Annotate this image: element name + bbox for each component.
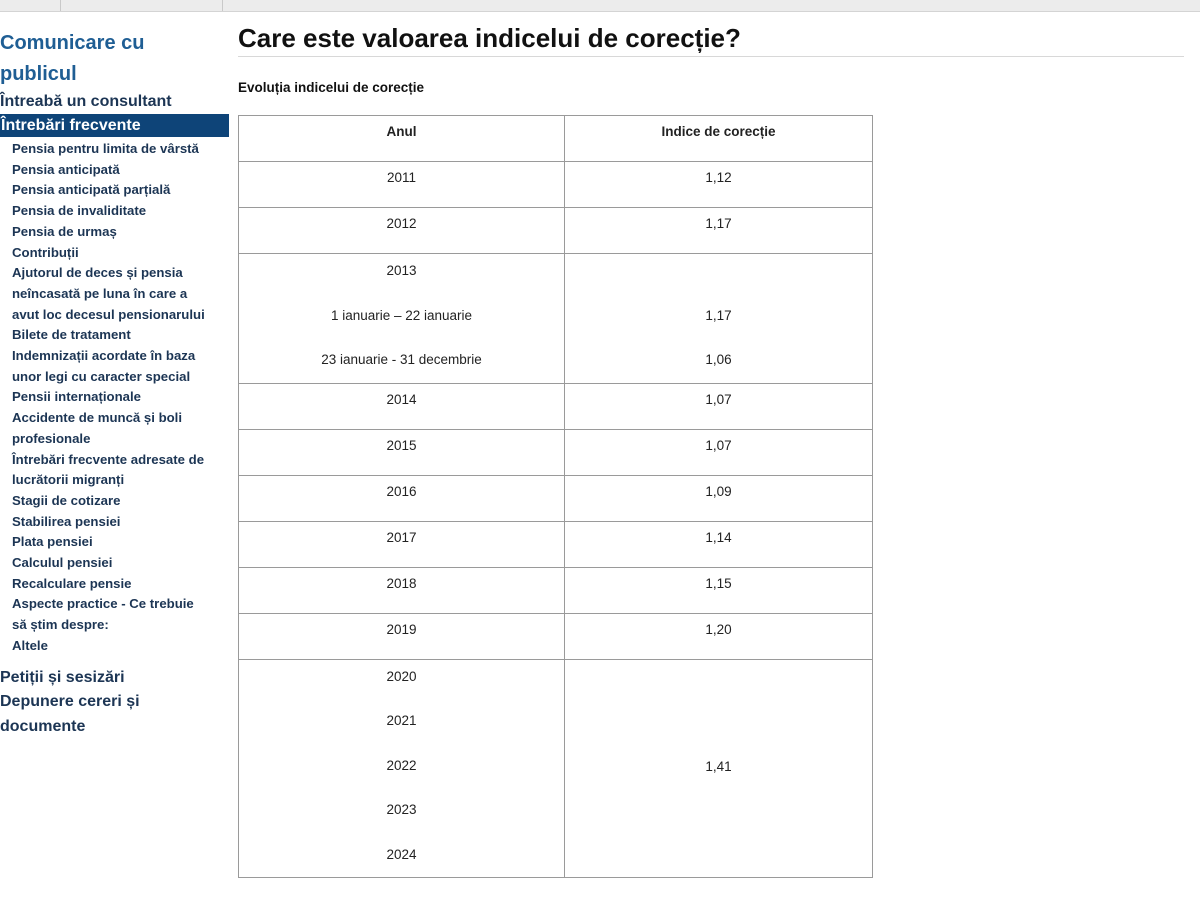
faq-submenu (0, 137, 229, 660)
sidebar-item-petitions[interactable]: Petiții și sesizări (0, 668, 125, 686)
table-caption: Evoluția indicelui de corecție (238, 80, 425, 95)
faq-item-pension-establishment[interactable]: Stabilirea pensiei (12, 513, 121, 529)
page-title: Care este valoarea indicelui de corecție? (238, 23, 741, 53)
correction-index-table (238, 115, 873, 878)
main-content (238, 18, 1184, 862)
sidebar-item-submit-requests-line2[interactable]: documente (0, 717, 86, 735)
table-row (239, 475, 873, 521)
table-row (239, 567, 873, 613)
cell-index-line: 1,17 (705, 307, 732, 323)
cell-year: 2019 (239, 613, 565, 659)
cell-year: 2016 (239, 475, 565, 521)
faq-item-work-accidents-line1[interactable]: Accidente de muncă și boli (12, 410, 183, 426)
faq-item-pension-calculation[interactable]: Calculul pensiei (12, 555, 113, 571)
cell-year: 2012 (239, 208, 565, 254)
cell-year-line: 2023 (386, 802, 417, 817)
faq-item-old-age-pension[interactable]: Pensia pentru limita de vârstă (12, 141, 199, 156)
faq-item-partial-early-pension[interactable]: Pensia anticipată parțială (12, 182, 171, 198)
table-row (239, 162, 873, 208)
cell-year-line: 2021 (386, 713, 417, 728)
cell-index: 1,09 (565, 475, 873, 521)
faq-item-treatment-tickets[interactable]: Bilete de tratament (12, 327, 131, 343)
cell-year: 2017 (239, 521, 565, 567)
header-correction-index: Indice de corecție (565, 116, 873, 162)
table-row (239, 208, 873, 254)
cell-index: 1,07 (565, 383, 873, 429)
cell-period-line: 1 ianuarie – 22 ianuarie (330, 307, 473, 323)
faq-item-work-accidents-line2[interactable]: profesionale (12, 430, 91, 446)
sidebar-item-ask-consultant[interactable]: Întreabă un consultant (0, 93, 172, 110)
faq-item-contributions[interactable]: Contribuții (12, 244, 79, 260)
faq-item-migrant-workers-line2[interactable]: lucrătorii migranți (12, 472, 125, 488)
cell-year-line: 2013 (386, 263, 417, 278)
sidebar-section-title-line1[interactable]: Comunicare cu (0, 32, 145, 54)
faq-item-others[interactable]: Altele (12, 637, 48, 653)
table-row-2013 (239, 254, 873, 384)
faq-item-special-allowances-line2[interactable]: unor legi cu caracter special (12, 368, 191, 384)
cell-index-line (565, 249, 872, 294)
index-lines (565, 249, 872, 383)
cell-year: 2015 (239, 429, 565, 475)
cell-year-2013-periods (239, 254, 565, 384)
faq-item-early-pension[interactable]: Pensia anticipată (12, 161, 120, 177)
cell-year-line: 2022 (386, 757, 417, 773)
faq-item-pension-recalculation[interactable]: Recalculare pensie (12, 575, 132, 591)
tab-divider (222, 0, 223, 11)
sidebar-item-faq-active[interactable]: Întrebări frecvente (0, 114, 229, 137)
table-row (239, 613, 873, 659)
faq-item-pension-payment[interactable]: Plata pensiei (12, 534, 93, 550)
table-row (239, 383, 873, 429)
sidebar-nav (0, 28, 229, 739)
tab-divider (60, 0, 61, 11)
table-row-2020-2024 (239, 659, 873, 878)
faq-item-death-aid-line3[interactable]: avut loc decesul pensionarului (12, 306, 205, 322)
cell-years-2020-2024 (239, 659, 565, 878)
cell-index: 1,15 (565, 567, 873, 613)
sidebar-item-submit-requests-line1[interactable]: Depunere cereri și (0, 693, 140, 711)
cell-year: 2011 (239, 162, 565, 208)
faq-item-migrant-workers-line1[interactable]: Întrebări frecvente adresate de (12, 451, 205, 467)
cell-index: 1,17 (565, 208, 873, 254)
cell-period-line: 23 ianuarie - 31 decembrie (321, 352, 482, 367)
year-lines (239, 249, 564, 383)
sidebar-section-title-line2[interactable]: publicul (0, 63, 77, 85)
cell-year: 2014 (239, 383, 565, 429)
cell-index: 1,07 (565, 429, 873, 475)
cell-index-value: 1,41 (705, 758, 732, 774)
cell-index: 1,20 (565, 613, 873, 659)
title-divider (238, 56, 1184, 57)
table-header-row (239, 116, 873, 162)
cell-index-2013-periods (565, 254, 873, 384)
cell-index: 1,12 (565, 162, 873, 208)
cell-index-2020-2024 (565, 659, 873, 878)
faq-item-practical-aspects-line2[interactable]: să știm despre: (12, 617, 109, 633)
faq-item-contribution-periods[interactable]: Stagii de cotizare (12, 492, 121, 508)
faq-item-survivor-pension[interactable]: Pensia de urmaș (12, 223, 117, 239)
cell-index: 1,14 (565, 521, 873, 567)
header-year: Anul (239, 116, 565, 162)
cell-year-line: 2020 (386, 668, 417, 684)
faq-item-death-aid-line2[interactable]: neîncasată pe luna în care a (12, 285, 188, 301)
year-lines (239, 655, 564, 878)
faq-item-death-aid-line1[interactable]: Ajutorul de deces și pensia (12, 265, 183, 281)
table-row (239, 521, 873, 567)
cell-index-line: 1,06 (705, 352, 732, 367)
browser-top-bar (0, 0, 1200, 12)
sidebar-bottom-links (0, 660, 229, 740)
faq-item-practical-aspects-line1[interactable]: Aspecte practice - Ce trebuie (12, 596, 194, 612)
faq-item-disability-pension[interactable]: Pensia de invaliditate (12, 203, 147, 219)
table-row (239, 429, 873, 475)
cell-year: 2018 (239, 567, 565, 613)
faq-item-international-pensions[interactable]: Pensii internaționale (12, 389, 141, 405)
faq-item-special-allowances-line1[interactable]: Indemnizații acordate în baza (12, 348, 196, 364)
cell-year-line: 2024 (386, 846, 417, 862)
